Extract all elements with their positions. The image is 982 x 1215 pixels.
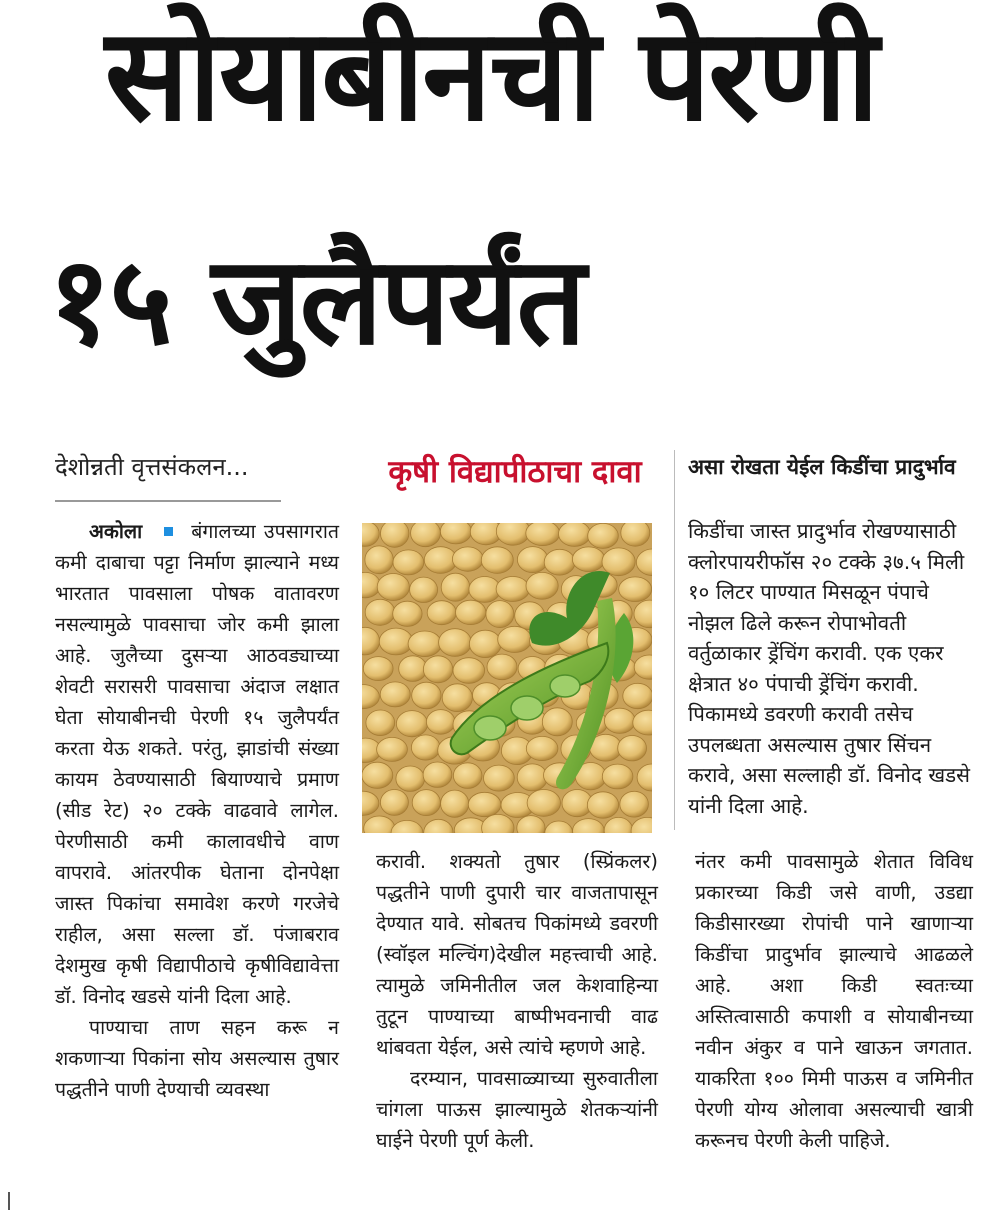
- soybean-seed: [602, 548, 635, 576]
- soybean-seed: [487, 654, 517, 680]
- soybean-seed: [399, 656, 427, 682]
- green-bean-icon: [511, 696, 543, 720]
- soybean-seed: [623, 683, 652, 708]
- soybean-seed: [380, 790, 408, 816]
- soybean-seed: [588, 523, 619, 548]
- paragraph: बंगालच्या उपसागरात कमी दाबाचा पट्टा निर्माण झाल्याने मध्य भारतात पावसाला पोषक वातावरण नसल्यामुळे पावसाचा जोर कमी झाला आहे. जुलैच्या दुसऱ्या आठवड्याच्या शेवटी सरासरी पावसाचा अंदाज लक्षात घेता सोयाबीनची पेरणी १५ जुलैपर्यंत करता येऊ शकते. परंतु, झाडांची संख्या कायम ठेवण्यासाठी बियाण्याचे प्रमाण (सीड रेट) २० टक्के वाढवावे लागेल. पेरणीसाठी कमी कालावधीचे वाण वापरावे. आंतरपीक घेताना दोनपेक्षा जास्त पिकांचा समावेश करणे गरजेचे राहील, असा सल्ला डॉ. पंजाबराव देशमुख कृषी विद्यापीठाचे कृषीविद्यावेत्ता डॉ. विनोद खडसे यांनी दिला आहे.: [55, 520, 339, 1008]
- soybean-seed: [439, 629, 472, 657]
- soybean-seed: [380, 682, 410, 707]
- sidebar-body: किडींचा जास्त प्रादुर्भाव रोखण्यासाठी क्लोरपायरीफॉस २० टक्के ३७.५ मिली १० लिटर पाण्यात मिसळून पंपाचे नोझल ढिले करून रोपाभोवती वर्तुळाकार ड्रेंचिंग करावी. एक एकर क्षेत्रात ४० पंपाची ड्रेंचिंग करावी. पिकामध्ये डवरणी करावी तसेच उपलब्धता असल्यास तुषार सिंचन करावे, असा सल्लाही डॉ. विनोद खडसे यांनी दिला आहे.: [688, 519, 970, 818]
- soybean-seed: [484, 765, 515, 791]
- paragraph: करावी. शक्यतो तुषार (स्प्रिंकलर) पद्धतीने पाणी दुपारी चार वाजतापासून देण्यात यावे. सोबतच पिकांमध्ये डवरणी (स्वॉइल मल्चिंग)देखील महत्त्वाची आहे. त्यामुळे जमिनीतील जल केशवाहिन्या तुटून पाण्याच्या बाष्पीभवनाची वाढ थांबवता येईल, असे त्यांचे म्हणणे आहे.: [376, 850, 658, 1059]
- soybean-seed: [441, 573, 470, 601]
- square-bullet-icon: [164, 527, 173, 536]
- soybean-seed: [408, 631, 441, 657]
- paragraph: दरम्यान, पावसाळ्याच्या सुरुवातीला चांगला पाऊस झाल्यामुळे शेतकऱ्यांनी घाईने पेरणी पूर्ण केली.: [376, 1067, 658, 1152]
- soybean-seed: [423, 762, 452, 787]
- soybean-seed: [426, 710, 455, 735]
- soybean-seed: [468, 792, 501, 816]
- soybean-seed: [452, 547, 483, 571]
- soybean-seed: [587, 792, 618, 818]
- soybean-seed: [411, 523, 441, 547]
- soybean-seed: [453, 658, 485, 684]
- soybean-seed: [379, 628, 412, 655]
- page-edge-mark: [8, 1192, 10, 1210]
- headline-line-1: सोयाबीनची पेरणी: [104, 1, 878, 150]
- column-divider: [674, 450, 675, 830]
- soybean-seed: [526, 523, 560, 546]
- soybean-seed: [453, 763, 482, 789]
- soybean-seed: [411, 735, 440, 760]
- soybean-seed: [366, 710, 395, 736]
- soybean-seed: [602, 764, 633, 789]
- soybean-seed: [526, 572, 558, 599]
- soybean-seed: [410, 577, 438, 602]
- article-column-2: [376, 846, 658, 1156]
- soybean-seed: [469, 630, 501, 657]
- soybean-seed: [412, 790, 440, 816]
- soybean-seed: [396, 766, 425, 791]
- soybean-seed: [440, 523, 471, 544]
- soybean-seed: [559, 523, 591, 546]
- soybean-seed: [393, 550, 424, 575]
- sidebar-heading: असा रोखता येईल किडींचा प्रादुर्भाव: [688, 455, 956, 479]
- soybean-seed: [498, 626, 532, 652]
- article-column-3: [695, 846, 973, 1156]
- soybean-seed: [377, 574, 409, 601]
- byline-divider: [55, 500, 281, 502]
- soybean-seed: [365, 546, 393, 574]
- soybean-seed: [486, 601, 514, 628]
- green-bean-icon: [474, 716, 506, 740]
- soybean-seed: [393, 601, 422, 626]
- soybean-seed: [396, 711, 427, 737]
- soybean-seed: [572, 547, 604, 572]
- byline: देशोन्नती वृत्तसंकलन...: [55, 453, 249, 481]
- soybean-seed: [496, 577, 529, 602]
- soybean-seed: [363, 657, 393, 681]
- soybean-seed: [441, 790, 469, 817]
- paragraph: नंतर कमी पावसामुळे शेतात विविध प्रकारच्या किडी जसे वाणी, उडद्या किडीसारख्या रोपांची पाने खाणाऱ्या किडींचा प्रादुर्भाव झाल्याचे आढळले आहे. अशा किडी स्वतःच्या अस्तित्वासाठी कपाशी व सोयाबीनच्या नवीन अंकुर व पाने खाऊन जगतात. याकरिता १०० मिमी पाऊस व जमिनीत पेरणी योग्य ओलावा असल्याची खात्री करूनच पेरणी केली पाहिजे.: [695, 850, 973, 1152]
- soybean-seed: [527, 790, 560, 817]
- kicker-heading: कृषी विद्यापीठाचा दावा: [388, 454, 642, 490]
- soybean-seed: [456, 600, 486, 624]
- soybean-seed: [424, 547, 457, 574]
- soybean-seed: [526, 736, 558, 760]
- soybean-seed: [517, 764, 547, 791]
- green-bean-icon: [550, 675, 580, 697]
- dateline: अकोला: [89, 520, 143, 543]
- soybean-seed: [618, 736, 647, 761]
- soybean-seed: [365, 599, 395, 625]
- soybean-seed: [381, 523, 409, 547]
- soybean-seed: [517, 547, 548, 573]
- soybean-seed: [481, 547, 513, 574]
- headline-line-2: १५ जुलैपर्यंत: [47, 230, 585, 372]
- soybean-seed: [412, 682, 441, 709]
- soybean-seed: [427, 601, 456, 625]
- soybean-seed: [442, 684, 472, 712]
- paragraph: पाण्याचा ताण सहन करू न शकणाऱ्या पिकांना सोय असल्यास तुषार पद्धतीने पाणी देण्याची व्यवस्था: [55, 1016, 339, 1101]
- article-column-1: [55, 516, 339, 1105]
- soybean-seed: [542, 708, 572, 736]
- soybean-seed: [362, 762, 393, 788]
- soybean-seed: [423, 656, 452, 683]
- soybean-seed: [619, 577, 652, 602]
- soybean-seed: [544, 549, 575, 575]
- soybean-seed: [604, 708, 635, 733]
- soybean-seed: [377, 737, 408, 761]
- soybean-seed: [621, 523, 650, 546]
- soybean-seed: [620, 791, 649, 817]
- soybean-seeds-and-pod-icon: [362, 523, 652, 833]
